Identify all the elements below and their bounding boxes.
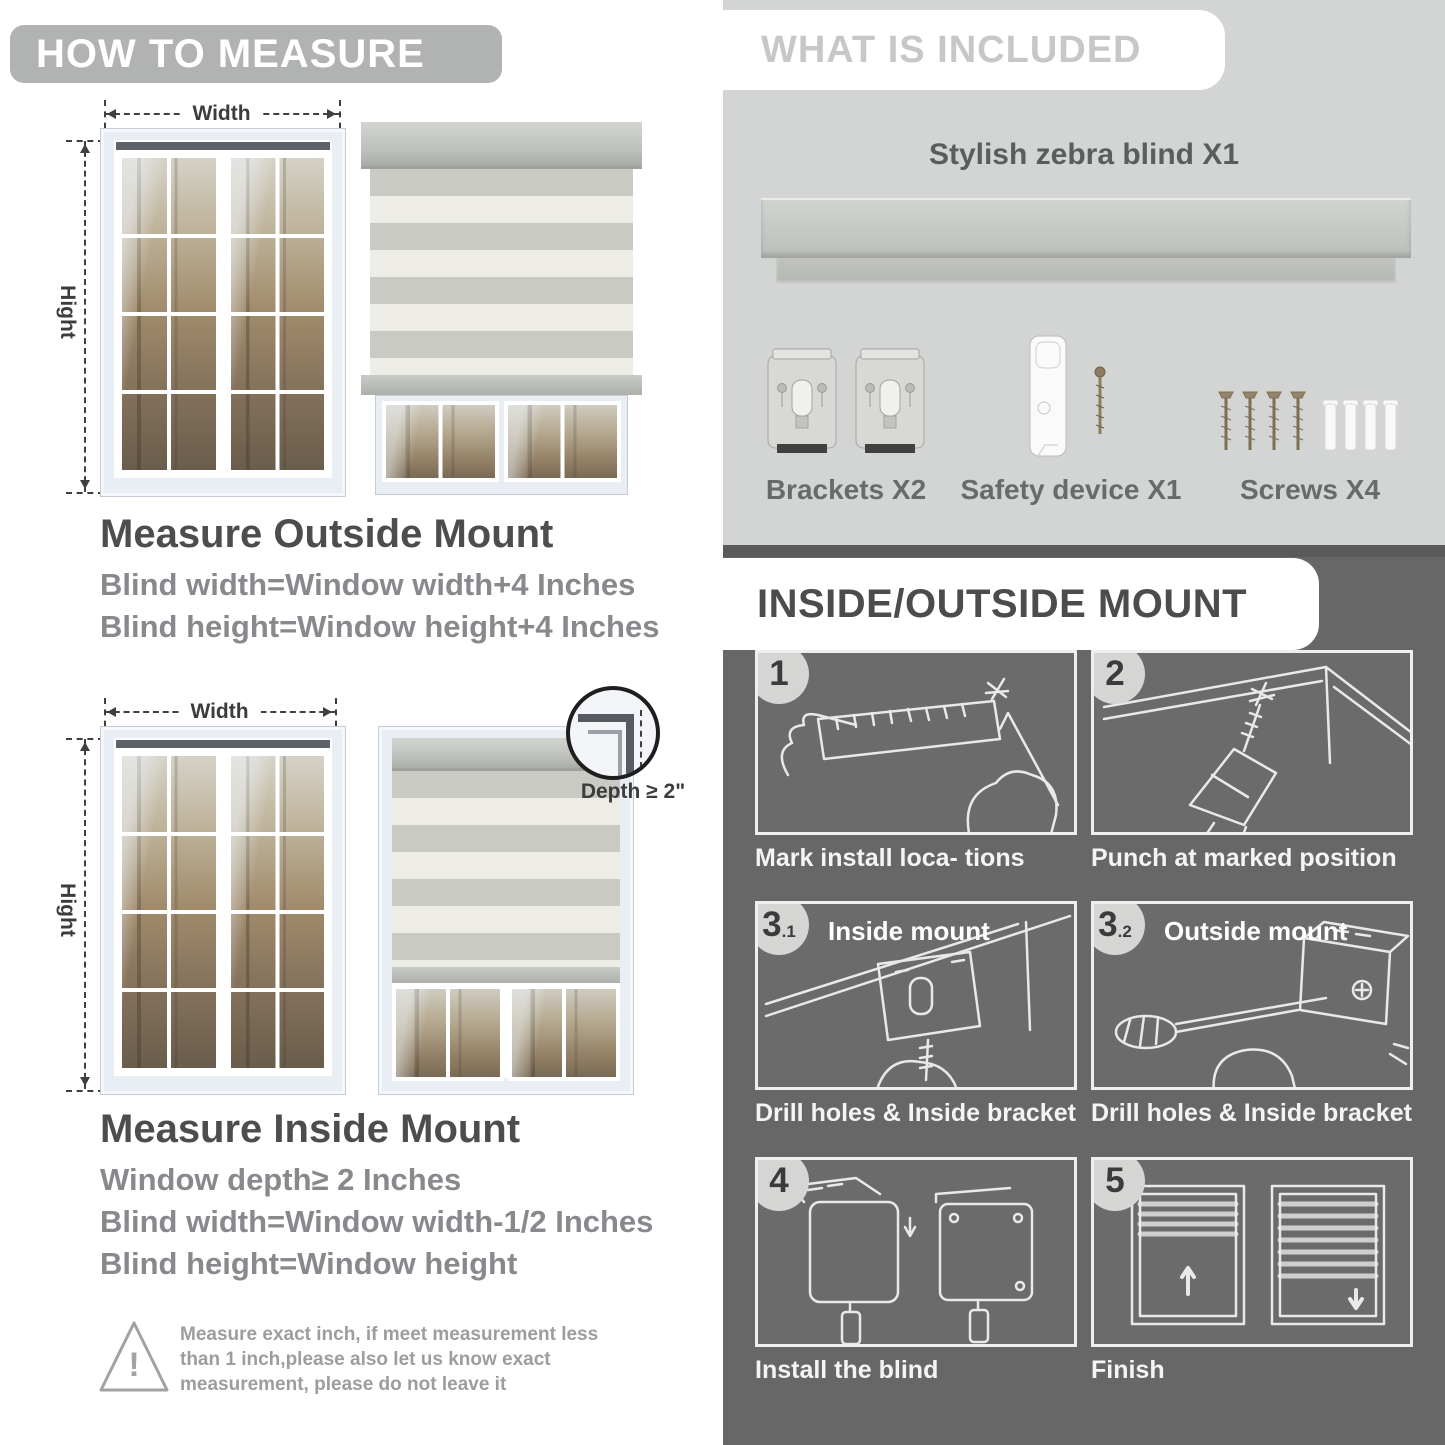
inside-mount-heading: Measure Inside Mount	[100, 1107, 521, 1151]
product-title: Stylish zebra blind X1	[928, 138, 1240, 171]
blind-shade-stripes	[370, 169, 633, 375]
mount-header	[723, 558, 1319, 650]
included-items-row	[765, 322, 1405, 506]
width-arrow-outside	[104, 102, 339, 125]
height-arrow-inside	[84, 739, 86, 1089]
warning-line-3: measurement, please do not leave it	[180, 1374, 507, 1395]
step-5-caption: Finish	[1091, 1356, 1165, 1384]
depth-dashed-line	[640, 710, 642, 768]
mount-instructions-section	[723, 545, 1445, 1445]
step-3-2-badge-sub: .2	[1117, 922, 1132, 941]
window-sashes	[117, 153, 329, 475]
step-3-2-title: Outside mount	[1164, 916, 1348, 946]
step-3-1-caption: Drill holes & Inside bracket	[755, 1099, 1076, 1127]
brackets-icon	[765, 322, 927, 462]
window-head-rail	[116, 740, 330, 748]
window-frame	[114, 140, 332, 478]
blind-bottom-rail	[361, 375, 642, 395]
headrail-lip	[776, 258, 1396, 284]
step-1-illustration	[755, 650, 1077, 835]
step-4-caption: Install the blind	[755, 1356, 939, 1384]
warning-exclamation: !	[128, 1346, 140, 1384]
step-3-1-badge-sub: .1	[781, 922, 796, 941]
warning-line-1: Measure exact inch, if meet measurement less	[180, 1324, 599, 1345]
step-2	[1091, 650, 1413, 873]
window-photo-outside	[100, 128, 346, 497]
step-3-1-title: Inside mount	[828, 916, 990, 946]
included-item-screws	[1215, 322, 1405, 506]
height-label-inside: Hight	[55, 883, 79, 937]
step-1-caption: Mark install loca- tions	[755, 844, 1025, 872]
window-frame	[114, 738, 332, 1076]
what-is-included-section	[723, 0, 1445, 545]
window-pane-strip	[392, 985, 504, 1081]
width-label-inside: Width	[178, 699, 260, 725]
window-below-blind	[375, 395, 628, 495]
frame-corner-line	[588, 730, 622, 780]
step-2-caption: Punch at marked position	[1091, 844, 1397, 872]
outside-mount-heading: Measure Outside Mount	[100, 512, 554, 556]
blind-bottom-rail	[392, 967, 620, 983]
included-item-safety-device	[960, 322, 1181, 506]
warning-text	[180, 1322, 640, 1397]
step-4-illustration	[755, 1157, 1077, 1347]
warning-triangle-icon	[96, 1316, 172, 1398]
depth-magnifier-icon	[566, 686, 660, 780]
window-sash-right	[226, 751, 330, 1073]
blind-cassette	[361, 122, 642, 169]
inside-mount-rule-width: Blind width=Window width-1/2 Inches	[100, 1204, 654, 1239]
step-4-badge: 4	[755, 1157, 809, 1211]
window-pane-strip	[504, 401, 621, 482]
window-pane-strip	[382, 401, 499, 482]
step-3-1-illustration	[755, 901, 1077, 1090]
window-sashes	[117, 751, 329, 1073]
height-arrow-outside	[84, 141, 86, 492]
safety-device-icon	[1016, 322, 1126, 462]
screws-icon	[1215, 322, 1405, 462]
step-3-2	[1091, 901, 1413, 1128]
brackets-label: Brackets X2	[765, 474, 927, 505]
zebra-blind-outside-mount	[361, 122, 642, 497]
headrail-cassette	[761, 198, 1411, 258]
width-arrow-inside	[104, 700, 335, 723]
window-pane-strip	[508, 985, 620, 1081]
step-3-2-illustration	[1091, 901, 1413, 1090]
width-label-outside: Width	[180, 101, 262, 127]
how-to-measure-header	[10, 25, 502, 83]
step-1	[755, 650, 1077, 873]
mount-title: INSIDE/OUTSIDE MOUNT	[757, 582, 1248, 626]
window-sash-right	[226, 153, 330, 475]
safety-device-label: Safety device X1	[960, 474, 1182, 505]
step-3-1	[755, 901, 1077, 1128]
window-below-blind	[392, 985, 620, 1081]
outside-mount-rule-width: Blind width=Window width+4 Inches	[100, 567, 636, 602]
step-5-illustration	[1091, 1157, 1413, 1347]
warning-line-2: than 1 inch,please also let us know exact	[180, 1349, 551, 1370]
step-3-2-badge-main: 3	[1098, 905, 1118, 944]
window-sash-left	[117, 751, 221, 1073]
section-divider	[723, 545, 1445, 557]
how-to-measure-title: HOW TO MEASURE	[36, 32, 425, 76]
inside-mount-rule-height: Blind height=Window height	[100, 1246, 518, 1281]
step-2-badge: 2	[1091, 650, 1145, 704]
inside-mount-rule-depth: Window depth≥ 2 Inches	[100, 1162, 462, 1197]
step-3-2-caption: Drill holes & Inside bracket	[1091, 1099, 1412, 1127]
step-5-badge: 5	[1091, 1157, 1145, 1211]
what-is-included-title: WHAT IS INCLUDED	[761, 29, 1142, 71]
screws-label: Screws X4	[1239, 474, 1381, 505]
height-label-outside: Hight	[55, 285, 79, 339]
outside-mount-rule-height: Blind height=Window height+4 Inches	[100, 609, 660, 644]
headrail-image	[761, 198, 1411, 284]
step-1-badge: 1	[755, 650, 809, 704]
window-head-rail	[116, 142, 330, 150]
included-item-brackets	[765, 322, 927, 506]
window-sash-left	[117, 153, 221, 475]
depth-label: Depth ≥ 2"	[580, 780, 686, 803]
step-4	[755, 1157, 1077, 1385]
step-3-1-badge-main: 3	[762, 905, 782, 944]
step-2-illustration	[1091, 650, 1413, 835]
step-5	[1091, 1157, 1413, 1385]
what-is-included-header	[723, 10, 1225, 90]
window-photo-inside	[100, 726, 346, 1095]
